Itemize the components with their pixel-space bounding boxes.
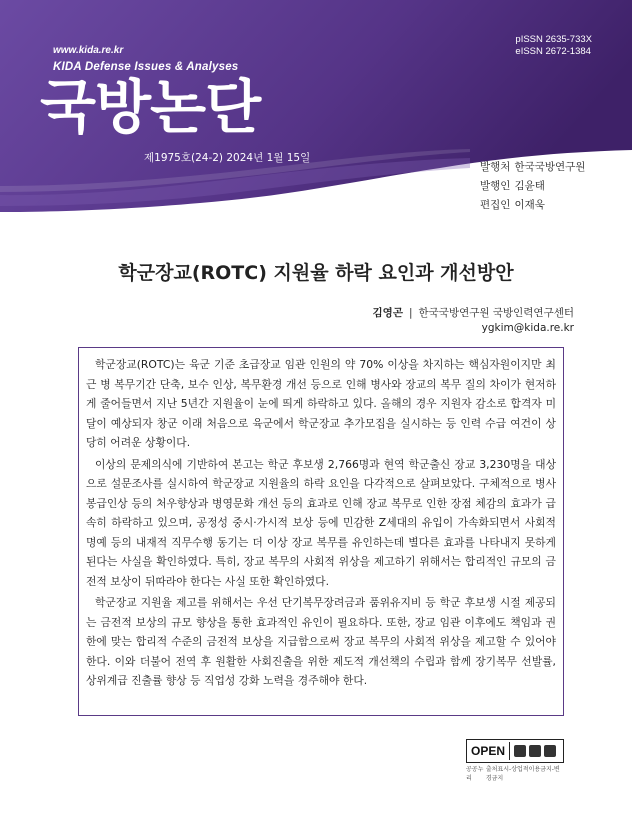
issuer-value: 김윤태 bbox=[514, 180, 545, 192]
publisher-value: 한국국방연구원 bbox=[514, 161, 586, 173]
noncommercial-icon bbox=[529, 745, 541, 757]
author-name: 김영곤 bbox=[372, 307, 403, 319]
issn-block bbox=[515, 34, 592, 58]
series-name: KIDA Defense Issues & Analyses bbox=[53, 61, 239, 73]
author-line bbox=[373, 305, 574, 320]
open-license-badge[interactable] bbox=[466, 739, 564, 763]
article-title: 학군장교(ROTC) 지원율 하락 요인과 개선방안 bbox=[118, 262, 514, 284]
license-caption-right: 출처표시-상업적이용금지-변경금지 bbox=[485, 766, 560, 782]
issn-electronic: eISSN 2672-1384 bbox=[515, 46, 591, 57]
issuer-row bbox=[480, 177, 585, 196]
author-email[interactable]: ygkim@kida.re.kr bbox=[481, 322, 574, 334]
abstract-paragraph: 이상의 문제의식에 기반하여 본고는 학군 후보생 2,766명과 현역 학군출신 장교 3,230명을 대상으로 설문조사를 실시하여 학군장교 지원율의 하락 요인을 다각적으로 살펴보았다. 구체적으로 병사 봉급인상 등의 처우향상과 병영문화 개선 등의 효과로 인해 장교 복무로 인한 장점 체감의 효과가 급속히 하락하고 있으며, 공정성 중시·가시적 보상 등에 민감한 Z세대의 유입이 가속화되면서 사회적 명예 등의 내재적 직무수행 동기는 더 이상 장교 복무를 유인하는데 별다른 효과를 나타내지 못하게 된다는 사실을 확인하였다. 특히, 장교 복무의 사회적 위상을 제고하기 위해서는 합리적인 규모의 금전적 보상이 뒤따라야 한다는 사실 또한 확인하였다. bbox=[86, 457, 556, 588]
publisher-info bbox=[480, 158, 585, 215]
publisher-label: 발행처 bbox=[480, 161, 511, 173]
author-separator: | bbox=[408, 307, 413, 319]
editor-label: 편집인 bbox=[480, 199, 511, 211]
license-icons bbox=[514, 745, 556, 757]
abstract-paragraph: 학군장교 지원율 제고를 위해서는 우선 단기복무장려금과 품위유지비 등 학군 후보생 시절 제공되는 금전적 보상의 규모 향상을 통한 효과적인 유인이 필요하다. 또한, 장교 임관 이후에도 책임과 권한에 맞는 합리적 수준의 금전적 보상을 지급함으로써 장교 복무의 사회적 위상을 제고할 수 있어야 한다. 이와 더불어 전역 후 원활한 사회진출을 위한 제도적 개선책의 수립과 함께 장기복무 선발률, 상위계급 진출률 향상 등 직업성 강화 노력을 경주해야 한다. bbox=[86, 596, 556, 687]
abstract-paragraph: 학군장교(ROTC)는 육군 기준 초급장교 임관 인원의 약 70% 이상을 차지하는 핵심자원이지만 최근 병 복무기간 단축, 보수 인상, 복무환경 개선 등으로 인해 병사와 장교의 복무 질의 차이가 현저하게 줄어들면서 지난 5년간 지원율이 눈에 띄게 하락하고 있다. 올해의 경우 지원자 감소로 합격자 미달이 예상되자 창군 이래 처음으로 육군에서 학군장교 추가모집을 실시하는 등 인력 수급 여건이 상당히 어려운 상황이다. bbox=[86, 358, 556, 449]
license-caption bbox=[466, 764, 564, 782]
editor-row bbox=[480, 196, 585, 215]
issuer-label: 발행인 bbox=[480, 180, 511, 192]
license-caption-left: 공공누리 bbox=[466, 766, 484, 782]
attribution-icon bbox=[514, 745, 526, 757]
badge-divider bbox=[509, 742, 510, 760]
editor-value: 이재욱 bbox=[514, 199, 545, 211]
publisher-row bbox=[480, 158, 585, 177]
issue-info: 제1975호(24-2) 2024년 1월 15일 bbox=[144, 152, 311, 164]
site-url: www.kida.re.kr bbox=[53, 45, 124, 56]
issn-print: pISSN 2635-733X bbox=[515, 34, 592, 45]
publication-title: 국방논단 bbox=[40, 73, 261, 141]
author-affiliation: 한국국방연구원 국방인력연구센터 bbox=[418, 307, 574, 319]
abstract-box bbox=[78, 347, 564, 716]
open-label: OPEN bbox=[471, 744, 506, 758]
no-derivatives-icon bbox=[544, 745, 556, 757]
